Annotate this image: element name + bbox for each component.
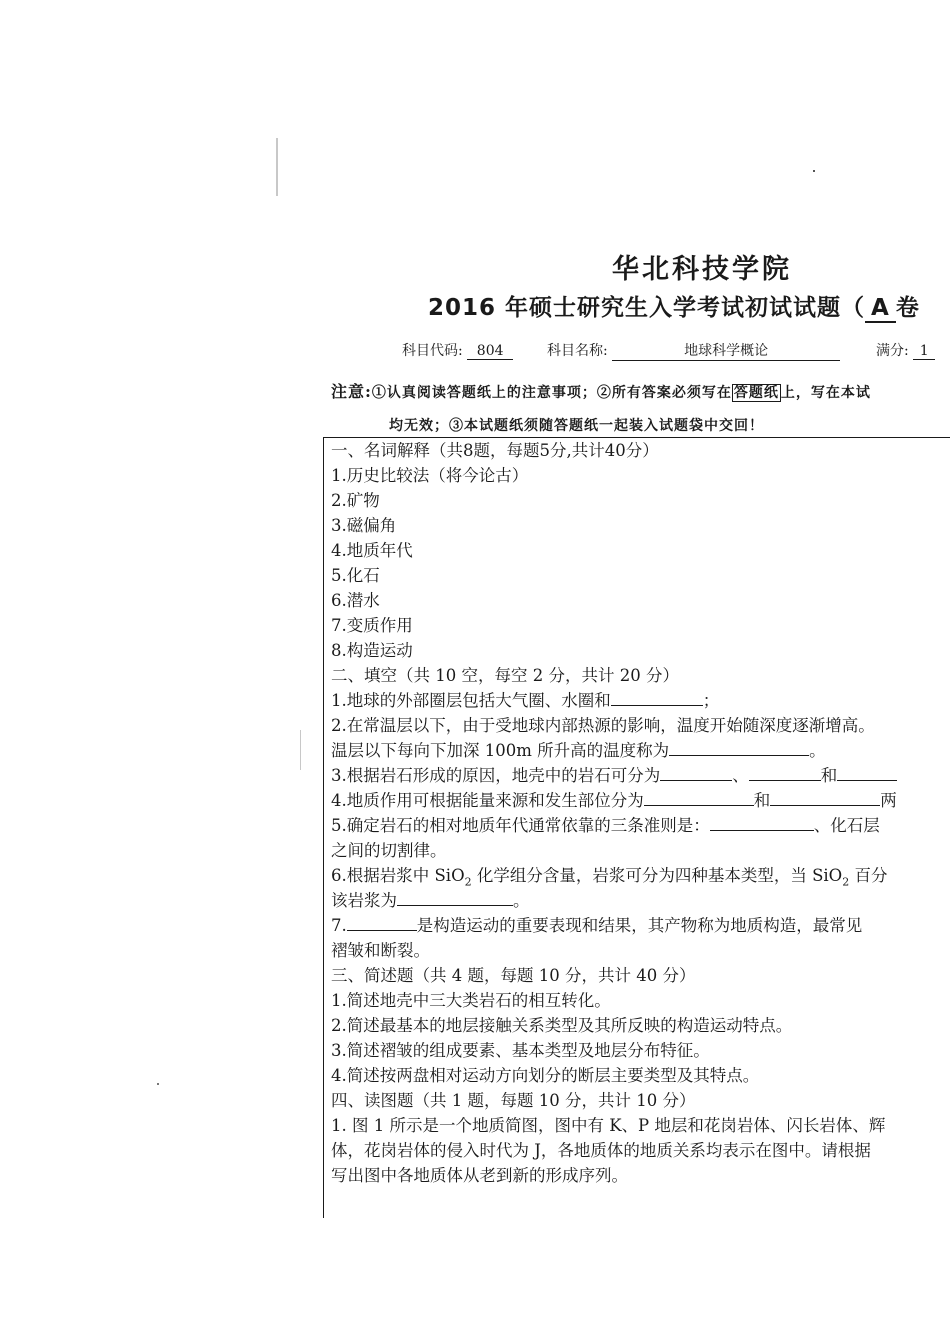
section4-line: 体，花岗岩体的侵入时代为 J，各地质体的地质关系均表示在图中。请根据 [331, 1141, 871, 1160]
fill-question-5b: 之间的切割律。 [331, 841, 447, 860]
section4-line: 1. 图 1 所示是一个地质简图，图中有 K、P 地层和花岗岩体、闪长岩体、辉 [331, 1116, 886, 1135]
q6a-text: 6.根据岩浆中 SiO [331, 866, 465, 885]
scan-mark [300, 730, 301, 770]
score-value: 1 [913, 343, 935, 360]
notice-line-2: 均无效；③本试题纸须随答题纸一起装入试题袋中交回！ [389, 418, 764, 434]
score-label: 满分: [876, 343, 909, 359]
code-label: 科目代码: [402, 343, 463, 359]
answer-blank [397, 891, 513, 906]
answer-blank [749, 766, 821, 781]
fill-question-2b [331, 740, 826, 762]
answer-blank [710, 816, 814, 831]
q1-end: ； [702, 691, 720, 710]
answer-sheet-box: 答题纸 [733, 385, 779, 401]
q3-sep: 和 [820, 766, 838, 785]
subject-code [402, 340, 513, 360]
q7a-text: 是构造运动的重要表现和结果，其产物称为地质构造，最常见 [416, 916, 863, 935]
q3-sep: 、 [732, 766, 749, 785]
section4-line: 写出图中各地质体从老到新的形成序列。 [331, 1166, 628, 1185]
fill-question-3 [331, 765, 897, 787]
q4-end: 两 [880, 791, 897, 810]
section1-item: 3.磁偏角 [331, 516, 397, 535]
subscript: 2 [464, 875, 472, 889]
q5a-end: 、化石层 [813, 816, 880, 835]
subscript: 2 [842, 875, 850, 889]
q4-sep: 和 [753, 791, 771, 810]
q2b-text: 温层以下每向下加深 100m 所升高的温度称为 [331, 741, 670, 760]
section3-item: 4.简述按两盘相对运动方向划分的断层主要类型及其特点。 [331, 1066, 760, 1085]
fill-question-6b [331, 890, 530, 912]
scan-mark [276, 138, 278, 196]
q5a-text: 5.确定岩石的相对地质年代通常依靠的三条准则是： [331, 816, 710, 835]
answer-blank [837, 766, 897, 781]
answer-blank [770, 791, 880, 806]
section3-item: 1.简述地壳中三大类岩石的相互转化。 [331, 991, 611, 1010]
scan-dot [813, 170, 815, 172]
code-value: 804 [467, 343, 513, 360]
subject-name [547, 340, 840, 361]
section3-item: 2.简述最基本的地层接触关系类型及其所反映的构造运动特点。 [331, 1016, 793, 1035]
section3-item: 3.简述褶皱的组成要素、基本类型及地层分布特征。 [331, 1041, 710, 1060]
q4-text: 4.地质作用可根据能量来源和发生部位分为 [331, 791, 644, 810]
fill-question-5a [331, 815, 880, 837]
school-name: 华北科技学院 [612, 254, 792, 285]
section1-item: 6.潜水 [331, 591, 380, 610]
section1-item: 4.地质年代 [331, 541, 413, 560]
exam-title-prefix: 2016 年硕士研究生入学考试初试试题（ [428, 295, 866, 321]
section3-heading: 三、简述题（共 4 题，每题 10 分，共计 40 分） [331, 966, 696, 985]
notice-text-a: ①认真阅读答题纸上的注意事项；②所有答案必须写在 [371, 385, 732, 401]
section1-item: 8.构造运动 [331, 641, 413, 660]
q6a-text: 百分 [849, 866, 888, 885]
fill-question-7b: 褶皱和断裂。 [331, 941, 430, 960]
section1-item: 1.历史比较法（将今论古） [331, 466, 529, 485]
name-value: 地球科学概论 [612, 340, 840, 361]
q6a-text: 化学组分含量，岩浆可分为四种基本类型，当 SiO [471, 866, 843, 885]
q2b-end: 。 [809, 741, 826, 760]
exam-version: A [865, 295, 896, 323]
exam-title [428, 289, 920, 323]
name-label: 科目名称: [547, 343, 608, 359]
notice-line-1 [331, 379, 871, 402]
fill-question-1 [331, 690, 719, 712]
fill-question-4 [331, 790, 897, 812]
q7-number: 7. [331, 916, 347, 935]
q3-text: 3.根据岩石形成的原因，地壳中的岩石可分为 [331, 766, 661, 785]
q6b-text: 该岩浆为 [331, 891, 397, 910]
answer-blank [660, 766, 732, 781]
answer-blank [669, 741, 809, 756]
section1-item: 2.矿物 [331, 491, 380, 510]
fill-question-2a: 2.在常温层以下，由于受地球内部热源的影响，温度开始随深度逐渐增高。 [331, 716, 875, 735]
q1-text: 1.地球的外部圈层包括大气圈、水圈和 [331, 691, 611, 710]
notice-text-b: 上，写在本试 [780, 385, 871, 401]
q6b-end: 。 [513, 891, 530, 910]
answer-blank [644, 791, 754, 806]
answer-blank [611, 691, 703, 706]
full-score [876, 340, 935, 360]
scan-dot [157, 1083, 159, 1085]
section1-item: 7.变质作用 [331, 616, 413, 635]
section4-heading: 四、读图题（共 1 题，每题 10 分，共计 10 分） [331, 1091, 696, 1110]
section2-heading: 二、填空（共 10 空，每空 2 分，共计 20 分） [331, 666, 679, 685]
section1-heading: 一、名词解释（共8题，每题5分,共计40分） [331, 441, 659, 460]
section1-item: 5.化石 [331, 566, 380, 585]
fill-question-7a [331, 915, 862, 937]
exam-title-suffix: 卷 [895, 295, 920, 321]
notice-prefix: 注意: [331, 382, 372, 401]
answer-blank [347, 916, 417, 931]
